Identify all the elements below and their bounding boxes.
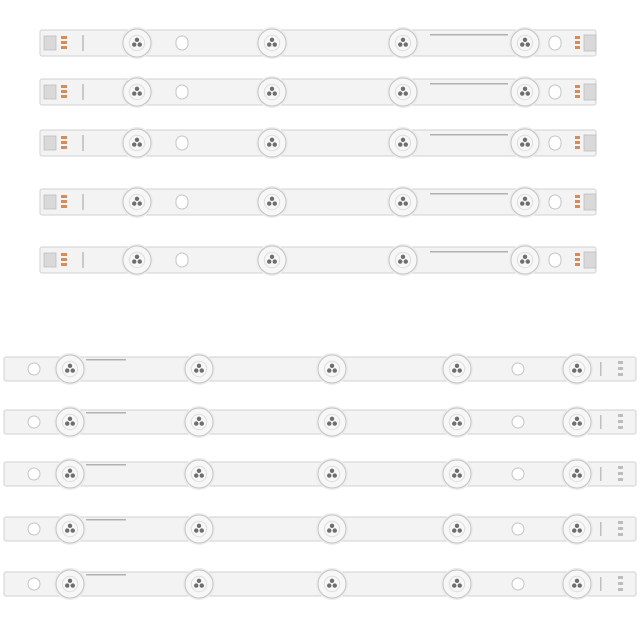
top-strip xyxy=(40,27,596,59)
led-emitter-dot xyxy=(455,524,459,528)
top-strip xyxy=(40,76,596,108)
solder-pad xyxy=(575,263,580,266)
solder-pad xyxy=(618,472,623,475)
strip-connector xyxy=(44,36,56,50)
led-emitter-dot xyxy=(333,583,337,587)
led-emitter-dot xyxy=(572,473,576,477)
led-lens xyxy=(443,408,471,436)
led-lens xyxy=(123,246,151,274)
solder-pad xyxy=(61,41,67,44)
led-emitter-dot xyxy=(132,142,136,146)
led-emitter-dot xyxy=(572,583,576,587)
solder-pad xyxy=(618,466,623,469)
solder-pad xyxy=(618,582,623,585)
led-emitter-dot xyxy=(194,421,198,425)
led-lens xyxy=(511,129,539,157)
led-lens xyxy=(511,246,539,274)
led-lens xyxy=(511,188,539,216)
solder-pad xyxy=(618,527,623,530)
led-emitter-dot xyxy=(333,421,337,425)
led-lens xyxy=(511,78,539,106)
solder-pad xyxy=(575,46,580,49)
led-emitter-dot xyxy=(273,142,277,146)
bottom-strip xyxy=(4,513,636,545)
solder-pad xyxy=(61,36,67,39)
led-emitter-dot xyxy=(520,142,524,146)
led-emitter-dot xyxy=(194,473,198,477)
solder-pad xyxy=(575,200,580,203)
led-emitter-dot xyxy=(135,255,139,259)
led-emitter-dot xyxy=(65,421,69,425)
led-emitter-dot xyxy=(458,368,462,372)
printed-marking xyxy=(600,415,602,429)
led-emitter-dot xyxy=(200,528,204,532)
solder-pad xyxy=(618,576,623,579)
led-lens xyxy=(511,29,539,57)
led-emitter-dot xyxy=(526,259,530,263)
led-emitter-dot xyxy=(132,201,136,205)
led-emitter-dot xyxy=(65,528,69,532)
mounting-slot xyxy=(512,363,524,375)
led-emitter-dot xyxy=(132,42,136,46)
led-lens xyxy=(389,129,417,157)
led-lens xyxy=(56,408,84,436)
led-emitter-dot xyxy=(71,528,75,532)
solder-pad xyxy=(575,195,580,198)
led-emitter-dot xyxy=(401,197,405,201)
led-emitter-dot xyxy=(197,524,201,528)
led-emitter-dot xyxy=(138,201,142,205)
led-emitter-dot xyxy=(455,469,459,473)
led-emitter-dot xyxy=(71,368,75,372)
led-emitter-dot xyxy=(194,583,198,587)
printed-marking xyxy=(86,412,126,414)
led-emitter-dot xyxy=(267,201,271,205)
mounting-slot xyxy=(176,195,188,209)
mounting-slot xyxy=(512,523,524,535)
led-lens xyxy=(443,570,471,598)
printed-marking xyxy=(82,35,84,51)
led-emitter-dot xyxy=(401,38,405,42)
led-lens xyxy=(563,408,591,436)
led-emitter-dot xyxy=(526,42,530,46)
led-lens xyxy=(258,246,286,274)
led-emitter-dot xyxy=(575,579,579,583)
solder-pad xyxy=(618,367,623,370)
led-lens xyxy=(443,515,471,543)
led-emitter-dot xyxy=(575,469,579,473)
led-lens xyxy=(318,570,346,598)
mounting-hole xyxy=(28,468,40,480)
solder-pad xyxy=(61,85,67,88)
solder-pad xyxy=(618,420,623,423)
led-emitter-dot xyxy=(333,368,337,372)
led-emitter-dot xyxy=(71,583,75,587)
bottom-strip xyxy=(4,458,636,490)
led-emitter-dot xyxy=(327,528,331,532)
printed-marking xyxy=(86,574,126,576)
led-emitter-dot xyxy=(523,197,527,201)
led-emitter-dot xyxy=(68,417,72,421)
bottom-strip xyxy=(4,353,636,385)
mounting-hole xyxy=(28,523,40,535)
led-emitter-dot xyxy=(455,364,459,368)
led-emitter-dot xyxy=(523,87,527,91)
led-emitter-dot xyxy=(138,42,142,46)
led-emitter-dot xyxy=(404,42,408,46)
solder-pad xyxy=(575,136,580,139)
led-emitter-dot xyxy=(330,524,334,528)
led-emitter-dot xyxy=(458,421,462,425)
bottom-strip xyxy=(4,406,636,438)
led-emitter-dot xyxy=(398,142,402,146)
led-emitter-dot xyxy=(452,528,456,532)
led-emitter-dot xyxy=(273,201,277,205)
printed-marking xyxy=(86,519,126,521)
led-emitter-dot xyxy=(71,421,75,425)
led-emitter-dot xyxy=(330,469,334,473)
solder-pad xyxy=(61,90,67,93)
mounting-hole xyxy=(28,578,40,590)
printed-marking xyxy=(86,359,126,361)
led-emitter-dot xyxy=(578,421,582,425)
mounting-slot xyxy=(176,85,188,99)
led-emitter-dot xyxy=(68,524,72,528)
led-emitter-dot xyxy=(520,259,524,263)
led-lens xyxy=(56,460,84,488)
solder-pad xyxy=(575,253,580,256)
led-emitter-dot xyxy=(270,255,274,259)
led-emitter-dot xyxy=(575,417,579,421)
printed-marking xyxy=(430,34,508,36)
led-emitter-dot xyxy=(270,138,274,142)
strip-connector xyxy=(44,195,56,209)
led-emitter-dot xyxy=(401,255,405,259)
led-lens xyxy=(258,188,286,216)
solder-pad xyxy=(618,478,623,481)
mounting-slot xyxy=(549,136,561,150)
solder-pad xyxy=(61,258,67,261)
led-lens xyxy=(56,355,84,383)
led-emitter-dot xyxy=(520,42,524,46)
led-emitter-dot xyxy=(200,473,204,477)
mounting-slot xyxy=(176,36,188,50)
mounting-slot xyxy=(512,468,524,480)
printed-marking xyxy=(86,464,126,466)
solder-pad xyxy=(575,258,580,261)
led-emitter-dot xyxy=(526,201,530,205)
led-emitter-dot xyxy=(270,38,274,42)
solder-pad xyxy=(618,426,623,429)
led-emitter-dot xyxy=(452,583,456,587)
led-emitter-dot xyxy=(523,38,527,42)
led-emitter-dot xyxy=(273,91,277,95)
led-emitter-dot xyxy=(578,368,582,372)
solder-pad xyxy=(618,521,623,524)
led-emitter-dot xyxy=(526,142,530,146)
solder-pad xyxy=(61,136,67,139)
led-emitter-dot xyxy=(135,38,139,42)
printed-marking xyxy=(430,193,508,195)
mounting-slot xyxy=(512,578,524,590)
led-lens xyxy=(389,78,417,106)
printed-marking xyxy=(430,83,508,85)
printed-marking xyxy=(600,467,602,481)
led-lens xyxy=(389,246,417,274)
mounting-slot xyxy=(176,136,188,150)
strip-connector xyxy=(584,194,596,210)
mounting-slot xyxy=(512,416,524,428)
mounting-slot xyxy=(549,36,561,50)
solder-pad xyxy=(618,533,623,536)
led-lens xyxy=(443,355,471,383)
led-emitter-dot xyxy=(330,417,334,421)
printed-marking xyxy=(82,194,84,210)
led-emitter-dot xyxy=(398,42,402,46)
strip-connector xyxy=(584,35,596,51)
strip-connector xyxy=(584,135,596,151)
led-lens xyxy=(318,408,346,436)
led-emitter-dot xyxy=(578,528,582,532)
led-lens xyxy=(258,129,286,157)
solder-pad xyxy=(61,95,67,98)
led-emitter-dot xyxy=(398,91,402,95)
led-lens xyxy=(56,570,84,598)
led-emitter-dot xyxy=(452,473,456,477)
led-emitter-dot xyxy=(197,469,201,473)
led-emitter-dot xyxy=(273,259,277,263)
led-emitter-dot xyxy=(65,473,69,477)
solder-pad xyxy=(575,41,580,44)
led-emitter-dot xyxy=(65,368,69,372)
solder-pad xyxy=(575,90,580,93)
led-emitter-dot xyxy=(197,579,201,583)
led-emitter-dot xyxy=(200,421,204,425)
led-lens xyxy=(258,78,286,106)
printed-marking xyxy=(600,522,602,536)
printed-marking xyxy=(82,135,84,151)
led-lens xyxy=(258,29,286,57)
solder-pad xyxy=(618,361,623,364)
led-emitter-dot xyxy=(267,42,271,46)
led-lens xyxy=(123,78,151,106)
led-emitter-dot xyxy=(270,87,274,91)
solder-pad xyxy=(575,85,580,88)
solder-pad xyxy=(618,373,623,376)
led-emitter-dot xyxy=(65,583,69,587)
solder-pad xyxy=(618,588,623,591)
led-emitter-dot xyxy=(572,421,576,425)
led-emitter-dot xyxy=(267,142,271,146)
mounting-slot xyxy=(176,253,188,267)
led-emitter-dot xyxy=(327,368,331,372)
mounting-slot xyxy=(549,85,561,99)
led-emitter-dot xyxy=(327,583,331,587)
led-emitter-dot xyxy=(267,259,271,263)
led-emitter-dot xyxy=(197,364,201,368)
led-emitter-dot xyxy=(330,579,334,583)
led-lens xyxy=(56,515,84,543)
led-lens xyxy=(318,355,346,383)
led-emitter-dot xyxy=(520,201,524,205)
led-lens xyxy=(185,515,213,543)
printed-marking xyxy=(430,251,508,253)
led-emitter-dot xyxy=(138,91,142,95)
led-emitter-dot xyxy=(68,579,72,583)
bottom-strip xyxy=(4,568,636,600)
led-emitter-dot xyxy=(575,364,579,368)
led-lens xyxy=(185,408,213,436)
mounting-hole xyxy=(28,416,40,428)
led-emitter-dot xyxy=(132,91,136,95)
led-lens xyxy=(389,188,417,216)
led-emitter-dot xyxy=(135,138,139,142)
top-strip xyxy=(40,244,596,276)
led-emitter-dot xyxy=(267,91,271,95)
solder-pad xyxy=(61,195,67,198)
led-emitter-dot xyxy=(194,368,198,372)
led-lens xyxy=(563,570,591,598)
led-emitter-dot xyxy=(575,524,579,528)
led-lens xyxy=(123,29,151,57)
led-emitter-dot xyxy=(526,91,530,95)
led-lens xyxy=(443,460,471,488)
led-emitter-dot xyxy=(327,421,331,425)
led-lens xyxy=(123,129,151,157)
led-lens xyxy=(563,460,591,488)
led-emitter-dot xyxy=(135,87,139,91)
led-emitter-dot xyxy=(458,583,462,587)
strip-connector xyxy=(44,136,56,150)
led-emitter-dot xyxy=(200,583,204,587)
solder-pad xyxy=(575,146,580,149)
led-emitter-dot xyxy=(572,368,576,372)
solder-pad xyxy=(575,95,580,98)
led-emitter-dot xyxy=(458,528,462,532)
solder-pad xyxy=(61,46,67,49)
led-lens xyxy=(563,515,591,543)
led-lens xyxy=(185,460,213,488)
led-emitter-dot xyxy=(523,138,527,142)
led-emitter-dot xyxy=(197,417,201,421)
led-emitter-dot xyxy=(455,579,459,583)
led-lens xyxy=(318,460,346,488)
led-emitter-dot xyxy=(273,42,277,46)
led-emitter-dot xyxy=(404,259,408,263)
led-emitter-dot xyxy=(330,364,334,368)
led-emitter-dot xyxy=(578,583,582,587)
led-emitter-dot xyxy=(578,473,582,477)
led-emitter-dot xyxy=(68,364,72,368)
led-emitter-dot xyxy=(333,528,337,532)
led-emitter-dot xyxy=(404,142,408,146)
led-emitter-dot xyxy=(523,255,527,259)
solder-pad xyxy=(61,146,67,149)
led-emitter-dot xyxy=(452,421,456,425)
printed-marking xyxy=(600,362,602,376)
led-emitter-dot xyxy=(132,259,136,263)
solder-pad xyxy=(618,414,623,417)
led-emitter-dot xyxy=(200,368,204,372)
printed-marking xyxy=(82,84,84,100)
led-emitter-dot xyxy=(327,473,331,477)
led-emitter-dot xyxy=(455,417,459,421)
led-emitter-dot xyxy=(404,91,408,95)
led-emitter-dot xyxy=(398,201,402,205)
led-emitter-dot xyxy=(520,91,524,95)
led-emitter-dot xyxy=(572,528,576,532)
solder-pad xyxy=(575,36,580,39)
led-emitter-dot xyxy=(194,528,198,532)
led-emitter-dot xyxy=(458,473,462,477)
strip-connector xyxy=(584,84,596,100)
strip-connector xyxy=(44,85,56,99)
led-emitter-dot xyxy=(68,469,72,473)
led-emitter-dot xyxy=(138,142,142,146)
solder-pad xyxy=(575,141,580,144)
strip-connector xyxy=(44,253,56,267)
printed-marking xyxy=(82,252,84,268)
led-emitter-dot xyxy=(452,368,456,372)
led-lens xyxy=(389,29,417,57)
printed-marking xyxy=(430,134,508,136)
solder-pad xyxy=(61,141,67,144)
solder-pad xyxy=(61,253,67,256)
led-emitter-dot xyxy=(401,87,405,91)
led-lens xyxy=(563,355,591,383)
led-lens xyxy=(185,355,213,383)
led-lens xyxy=(185,570,213,598)
solder-pad xyxy=(61,205,67,208)
led-lens xyxy=(318,515,346,543)
mounting-slot xyxy=(549,195,561,209)
led-emitter-dot xyxy=(333,473,337,477)
solder-pad xyxy=(61,200,67,203)
top-strip xyxy=(40,127,596,159)
top-strip xyxy=(40,186,596,218)
led-emitter-dot xyxy=(135,197,139,201)
printed-marking xyxy=(600,577,602,591)
led-emitter-dot xyxy=(138,259,142,263)
strip-connector xyxy=(584,252,596,268)
led-emitter-dot xyxy=(270,197,274,201)
led-lens xyxy=(123,188,151,216)
solder-pad xyxy=(575,205,580,208)
led-emitter-dot xyxy=(398,259,402,263)
led-emitter-dot xyxy=(71,473,75,477)
led-emitter-dot xyxy=(401,138,405,142)
led-emitter-dot xyxy=(404,201,408,205)
mounting-hole xyxy=(28,363,40,375)
solder-pad xyxy=(61,263,67,266)
mounting-slot xyxy=(549,253,561,267)
